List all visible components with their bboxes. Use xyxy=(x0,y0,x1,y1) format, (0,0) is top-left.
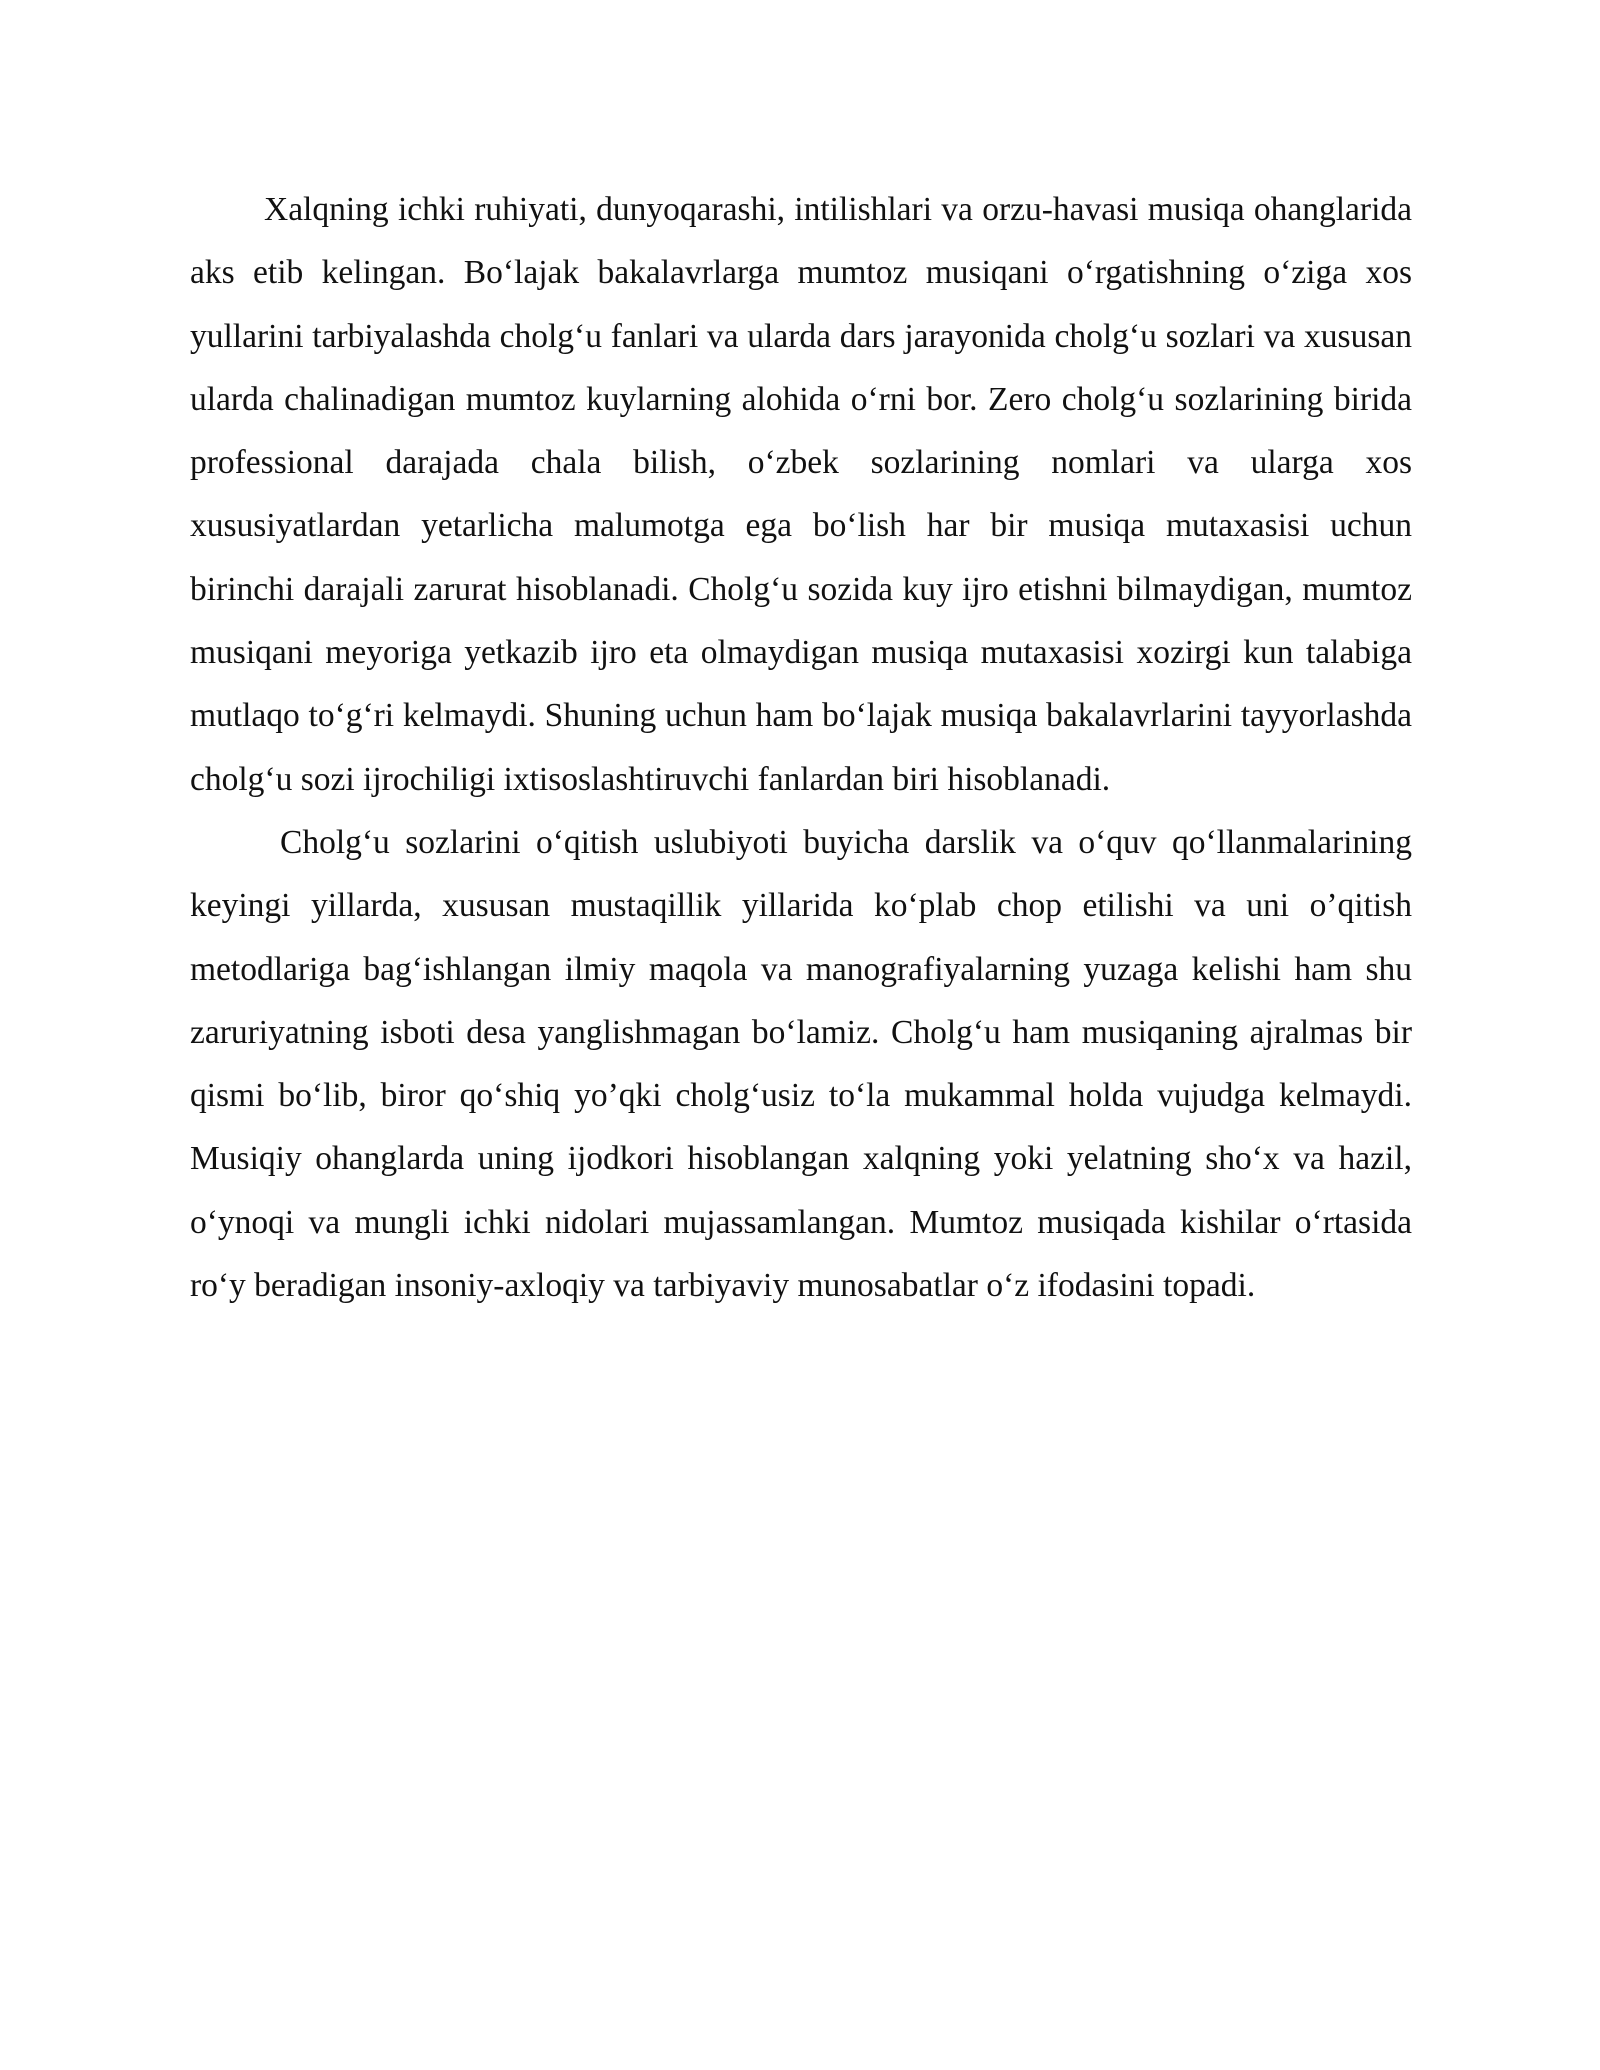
document-body xyxy=(190,178,1412,1317)
paragraph-1: Xalqning ichki ruhiyati, dunyoqarashi, intilishlari va orzu-havasi musiqa ohanglarida aks etib kelingan. Bo‘lajak bakalavrlarga mumtoz musiqani o‘rgatishning o‘ziga xos yullarini tarbiyalashda cholg‘u fanlari va ularda dars jarayonida cholg‘u sozlari va xususan ularda chalinadigan mumtoz kuylarning alohida o‘rni bor. Zero cholg‘u sozlarining birida professional darajada chala bilish, o‘zbek sozlarining nomlari va ularga xos xususiyatlardan yetarlicha malumotga ega bo‘lish har bir musiqa mutaxasisi uchun birinchi darajali zarurat hisoblanadi. Cholg‘u sozida kuy ijro etishni bilmaydigan, mumtoz musiqani meyoriga yetkazib ijro eta olmaydigan musiqa mutaxasisi xozirgi kun talabiga mutlaqo to‘g‘ri kelmaydi. Shuning uchun ham bo‘lajak musiqa bakalavrlarini tayyorlashda cholg‘u sozi ijrochiligi ixtisoslashtiruvchi fanlardan biri hisoblanadi. xyxy=(190,191,1412,798)
paragraph-2: Cholg‘u sozlarini o‘qitish uslubiyoti buyicha darslik va o‘quv qo‘llanmalarining keyingi yillarda, xususan mustaqillik yillarida ko‘plab chop etilishi va uni o’qitish metodlariga bag‘ishlangan ilmiy maqola va manografiyalarning yuzaga kelishi ham shu zaruriyatning isboti desa yanglishmagan bo‘lamiz. Cholg‘u ham musiqaning ajralmas bir qismi bo‘lib, biror qo‘shiq yo’qki cholg‘usiz to‘la mukammal holda vujudga kelmaydi. Musiqiy ohanglarda uning ijodkori hisoblangan xalqning yoki yelatning sho‘x va hazil, o‘ynoqi va mungli ichki nidolari mujassamlangan. Mumtoz musiqada kishilar o‘rtasida ro‘y beradigan insoniy-axloqiy va tarbiyaviy munosabatlar o‘z ifodasini topadi. xyxy=(190,823,1412,1305)
